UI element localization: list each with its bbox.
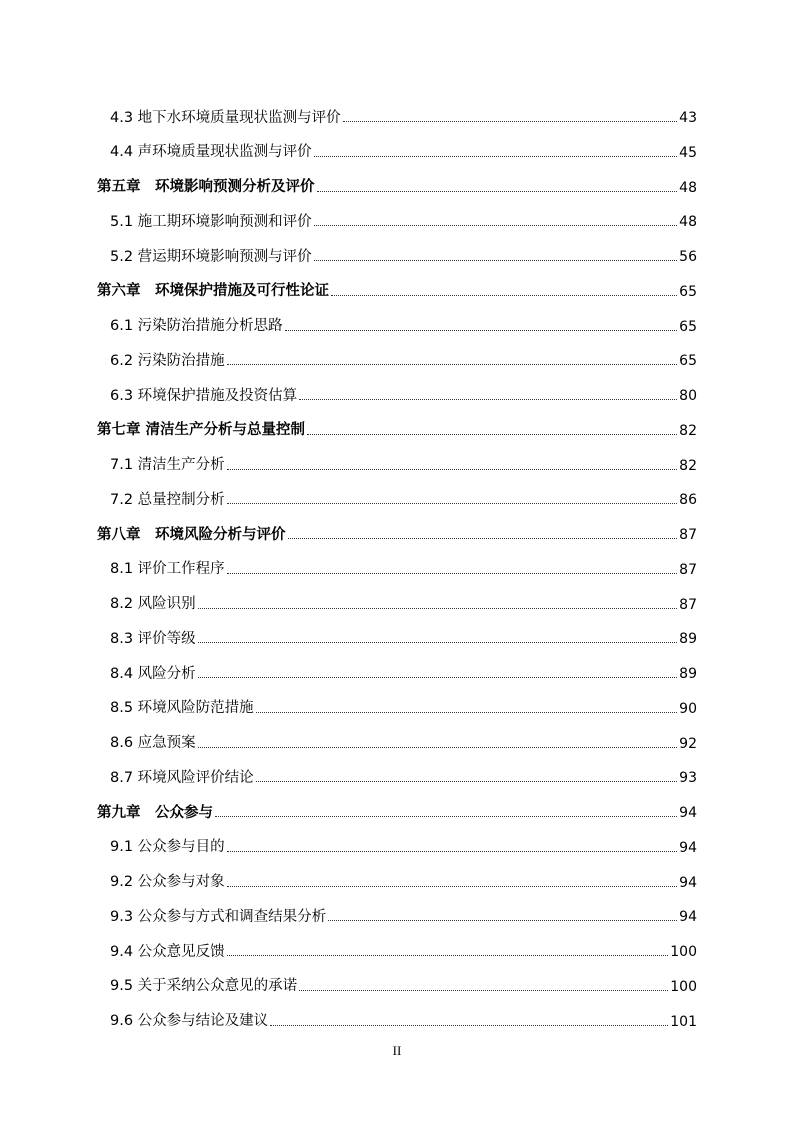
toc-chapter-entry [97,406,697,440]
toc-chapter-entry [97,267,697,301]
footer-page-number: II [392,1043,402,1058]
toc-dot-leader [198,642,678,643]
toc-entry-page-number: 93 [679,770,697,787]
toc-dot-leader [343,121,678,122]
toc-section-entry [110,614,697,648]
toc-chapter-entry [97,510,697,544]
toc-entry-page-number: 87 [679,527,697,543]
toc-entry-page-number: 94 [679,839,697,856]
toc-entry-page-number: 48 [679,179,697,196]
toc-dot-leader [215,816,677,817]
toc-entry-page-number: 94 [679,805,697,821]
toc-entry-page-number: 94 [679,874,697,891]
toc-section-entry [110,475,697,509]
toc-entry-page-number: 82 [679,457,697,474]
toc-dot-leader [285,330,678,331]
toc-entry-title: 9.4 公众意见反馈 [110,943,225,960]
toc-dot-leader [314,225,678,226]
toc-section-entry [110,336,697,370]
toc-dot-leader [198,677,678,678]
toc-dot-leader [198,608,678,609]
toc-dot-leader [227,364,678,365]
toc-entry-page-number: 80 [679,388,697,404]
toc-entry-page-number: 65 [679,353,697,370]
toc-chapter-entry [97,163,697,197]
toc-entry-title: 7.1 清洁生产分析 [110,457,225,473]
toc-dot-leader [331,295,677,296]
toc-entry-title: 4.4 声环境质量现状监测与评价 [110,144,312,161]
toc-entry-title: 5.1 施工期环境影响预测和评价 [110,213,312,230]
toc-entry-title: 9.5 关于采纳公众意见的承诺 [110,978,298,995]
toc-entry-page-number: 94 [679,909,697,926]
toc-section-entry [110,93,697,127]
toc-entry-title: 9.6 公众参与结论及建议 [110,1013,269,1029]
toc-section-entry [110,441,697,475]
toc-entry-page-number: 92 [679,735,697,752]
toc-dot-leader [227,955,669,956]
toc-entry-title: 9.2 公众参与对象 [110,874,225,890]
toc-entry-title: 6.1 污染防治措施分析思路 [110,318,283,334]
toc-entry-title: 6.3 环境保护措施及投资估算 [110,387,298,404]
toc-entry-title: 5.2 营运期环境影响预测与评价 [110,248,312,265]
toc-dot-leader [227,503,678,504]
toc-section-entry [110,892,697,926]
toc-entry-page-number: 65 [679,283,697,300]
toc-dot-leader [314,260,678,261]
toc-dot-leader [299,399,677,400]
toc-section-entry [110,753,697,787]
toc-section-entry [110,580,697,614]
toc-entry-page-number: 65 [679,318,697,335]
toc-section-entry [110,197,697,231]
toc-section-entry [110,371,697,405]
toc-dot-leader [307,434,677,435]
toc-entry-title: 8.4 风险分析 [110,665,196,682]
toc-section-entry [110,858,697,892]
toc-section-entry [110,719,697,753]
toc-entry-title: 8.1 评价工作程序 [110,561,225,578]
toc-section-entry [110,232,697,266]
toc-entry-page-number: 100 [670,978,697,995]
toc-section-entry [110,927,697,961]
toc-section-entry [110,649,697,683]
toc-entry-title: 8.6 应急预案 [110,735,196,751]
toc-entry-page-number: 89 [679,631,697,648]
toc-entry-page-number: 48 [679,214,697,231]
toc-entry-page-number: 87 [679,596,697,613]
toc-dot-leader [299,990,668,991]
toc-section-entry [110,128,697,162]
toc-dot-leader [256,781,678,782]
toc-chapter-entry [97,788,697,822]
toc-entry-title: 6.2 污染防治措施 [110,352,225,369]
toc-entry-title: 第七章 清洁生产分析与总量控制 [97,422,306,439]
toc-section-entry [110,962,697,996]
toc-dot-leader [270,1025,668,1026]
toc-section-entry [110,684,697,718]
toc-entry-page-number: 56 [679,249,697,265]
toc-entry-title: 7.2 总量控制分析 [110,491,225,508]
toc-entry-title: 8.7 环境风险评价结论 [110,769,254,786]
toc-entry-title: 第八章 环境风险分析与评价 [97,526,286,543]
toc-dot-leader [227,886,678,887]
toc-entry-page-number: 101 [670,1013,697,1030]
toc-section-entry [110,545,697,579]
toc-section-entry [110,823,697,857]
toc-dot-leader [227,851,678,852]
toc-dot-leader [227,469,678,470]
toc-entry-page-number: 100 [670,944,697,960]
toc-entry-title: 4.3 地下水环境质量现状监测与评价 [110,109,341,126]
toc-entry-page-number: 89 [679,666,697,682]
toc-entry-title: 第九章 公众参与 [97,804,213,821]
toc-entry-title: 9.1 公众参与目的 [110,839,225,856]
toc-dot-leader [288,538,678,539]
toc-entry-title: 8.3 评价等级 [110,630,196,647]
toc-entry-title: 第五章 环境影响预测分析及评价 [97,179,315,195]
toc-entry-page-number: 87 [679,561,697,578]
toc-entry-title: 8.5 环境风险防范措施 [110,700,254,717]
toc-entry-page-number: 90 [679,700,697,717]
toc-dot-leader [256,712,678,713]
toc-dot-leader [314,156,678,157]
toc-section-entry [110,302,697,336]
toc-entry-title: 9.3 公众参与方式和调查结果分析 [110,908,327,925]
toc-entry-page-number: 45 [679,144,697,161]
toc-entry-title: 第六章 环境保护措施及可行性论证 [97,283,329,300]
toc-dot-leader [227,573,678,574]
toc-entry-title: 8.2 风险识别 [110,596,196,612]
toc-dot-leader [317,191,678,192]
toc-dot-leader [328,920,677,921]
toc-entry-page-number: 82 [679,422,697,439]
toc-dot-leader [198,747,678,748]
toc-entry-page-number: 86 [679,492,697,509]
toc-section-entry [110,997,697,1031]
toc-entry-page-number: 43 [679,110,697,126]
